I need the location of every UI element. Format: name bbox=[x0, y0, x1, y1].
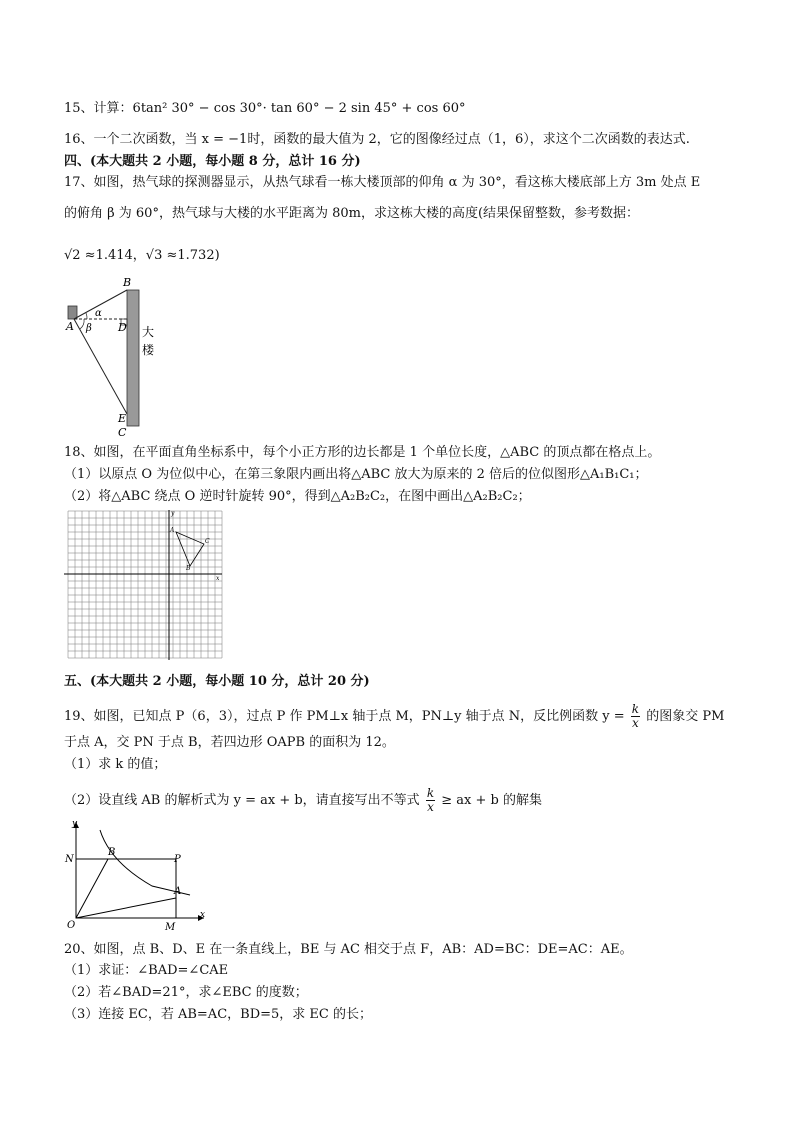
coordinate-grid bbox=[68, 511, 222, 658]
label-A: A bbox=[66, 320, 74, 333]
q19-line2: 于点 A，交 PN 于点 B，若四边形 OAPB 的面积为 12。 bbox=[64, 735, 395, 750]
label-y: y bbox=[72, 819, 78, 829]
q17-line3: √2 ≈1.414，√3 ≈1.732) bbox=[64, 248, 220, 263]
label-alpha: α bbox=[95, 308, 102, 319]
q19-line4-text: （2）设直线 AB 的解析式为 y = ax + b，请直接写出不等式 bbox=[64, 793, 420, 808]
label-A: A bbox=[170, 527, 175, 534]
label-M: M bbox=[165, 922, 176, 932]
q20-line4: （3）连接 EC，若 AB=AC，BD=5，求 EC 的长； bbox=[64, 1007, 372, 1022]
q15-expression: 6tan² 30° − cos 30°· tan 60° − 2 sin 45° + cos 60° bbox=[132, 101, 466, 116]
q19-line1-tail: 的图象交 PM bbox=[646, 709, 725, 724]
label-O: O bbox=[67, 920, 76, 931]
angle-alpha-arc bbox=[86, 313, 87, 319]
label-A: A bbox=[174, 886, 182, 897]
label-B: B bbox=[108, 847, 116, 858]
label-building-2: 楼 bbox=[142, 343, 155, 357]
angle-beta-arc bbox=[80, 319, 84, 329]
label-x: x bbox=[216, 575, 220, 582]
section-4-heading: 四、(本大题共 2 小题，每小题 8 分，总计 16 分) bbox=[64, 154, 361, 169]
q19-line3: （1）求 k 的值； bbox=[64, 757, 167, 772]
q19-fraction-k-over-x bbox=[631, 703, 640, 730]
balloon-basket-icon bbox=[68, 306, 77, 319]
q19-line4 bbox=[64, 787, 542, 814]
fraction-numerator: k bbox=[631, 702, 640, 716]
label-D: D bbox=[118, 321, 127, 334]
q19-fraction-k-over-x-2 bbox=[426, 787, 435, 814]
q16: 16、一个二次函数，当 x = −1时，函数的最大值为 2，它的图像经过点（1，6），求这个二次函数的表达式. bbox=[64, 132, 690, 147]
label-C: C bbox=[205, 538, 210, 545]
q15 bbox=[64, 100, 466, 118]
segment-OA bbox=[76, 898, 176, 918]
q18-line2: （1）以原点 O 为位似中心，在第三象限内画出将△ABC 放大为原来的 2 倍后的位似图形△A₁B₁C₁； bbox=[64, 467, 648, 482]
label-B: B bbox=[123, 276, 132, 289]
label-C: C bbox=[118, 426, 127, 439]
q20-line3: （2）若∠BAD=21°，求∠EBC 的度数； bbox=[64, 985, 308, 1000]
q17-figure bbox=[62, 274, 162, 440]
q19-figure bbox=[62, 816, 212, 932]
q20-line1: 20、如图，点 B、D、E 在一条直线上，BE 与 AC 相交于点 F，AB：AD=BC：DE=AC：AE。 bbox=[64, 942, 633, 957]
label-x: x bbox=[200, 910, 206, 920]
q17-line1: 17、如图，热气球的探测器显示，从热气球看一栋大楼顶部的仰角 α 为 30°，看这栋大楼底部上方 3m 处点 E bbox=[64, 175, 701, 190]
fraction-numerator: k bbox=[426, 786, 435, 800]
fraction-denominator: x bbox=[427, 800, 434, 814]
q18-line3: （2）将△ABC 绕点 O 逆时针旋转 90°，得到△A₂B₂C₂，在图中画出△A₂B₂C₂； bbox=[64, 489, 531, 504]
q18-grid-figure bbox=[64, 510, 226, 660]
label-P: P bbox=[174, 854, 181, 865]
fraction-denominator: x bbox=[632, 716, 639, 730]
q19-line1 bbox=[64, 703, 724, 730]
section-5-heading: 五、(本大题共 2 小题，每小题 10 分，总计 20 分) bbox=[64, 674, 370, 689]
label-B: B bbox=[186, 565, 191, 572]
q19-line1-text: 19、如图，已知点 P（6，3），过点 P 作 PM⊥x 轴于点 M，PN⊥y 轴于点 N，反比例函数 y = bbox=[64, 709, 625, 724]
q15-prefix: 15、计算： bbox=[64, 101, 133, 116]
q18-line1: 18、如图，在平面直角坐标系中，每个小正方形的边长都是 1 个单位长度，△ABC 的顶点都在格点上。 bbox=[64, 445, 661, 460]
label-beta: β bbox=[86, 323, 92, 334]
label-y: y bbox=[171, 510, 175, 517]
building bbox=[127, 290, 139, 426]
label-building-1: 大 bbox=[142, 325, 155, 339]
q19-line4-tail: ≥ ax + b 的解集 bbox=[441, 793, 542, 808]
q17-line2: 的俯角 β 为 60°，热气球与大楼的水平距离为 80m，求这栋大楼的高度(结果保留整数，参考数据： bbox=[64, 206, 640, 221]
q20-line2: （1）求证：∠BAD=∠CAE bbox=[64, 963, 229, 978]
segment-OB bbox=[76, 859, 108, 918]
label-E: E bbox=[118, 412, 127, 425]
label-N: N bbox=[65, 854, 74, 865]
